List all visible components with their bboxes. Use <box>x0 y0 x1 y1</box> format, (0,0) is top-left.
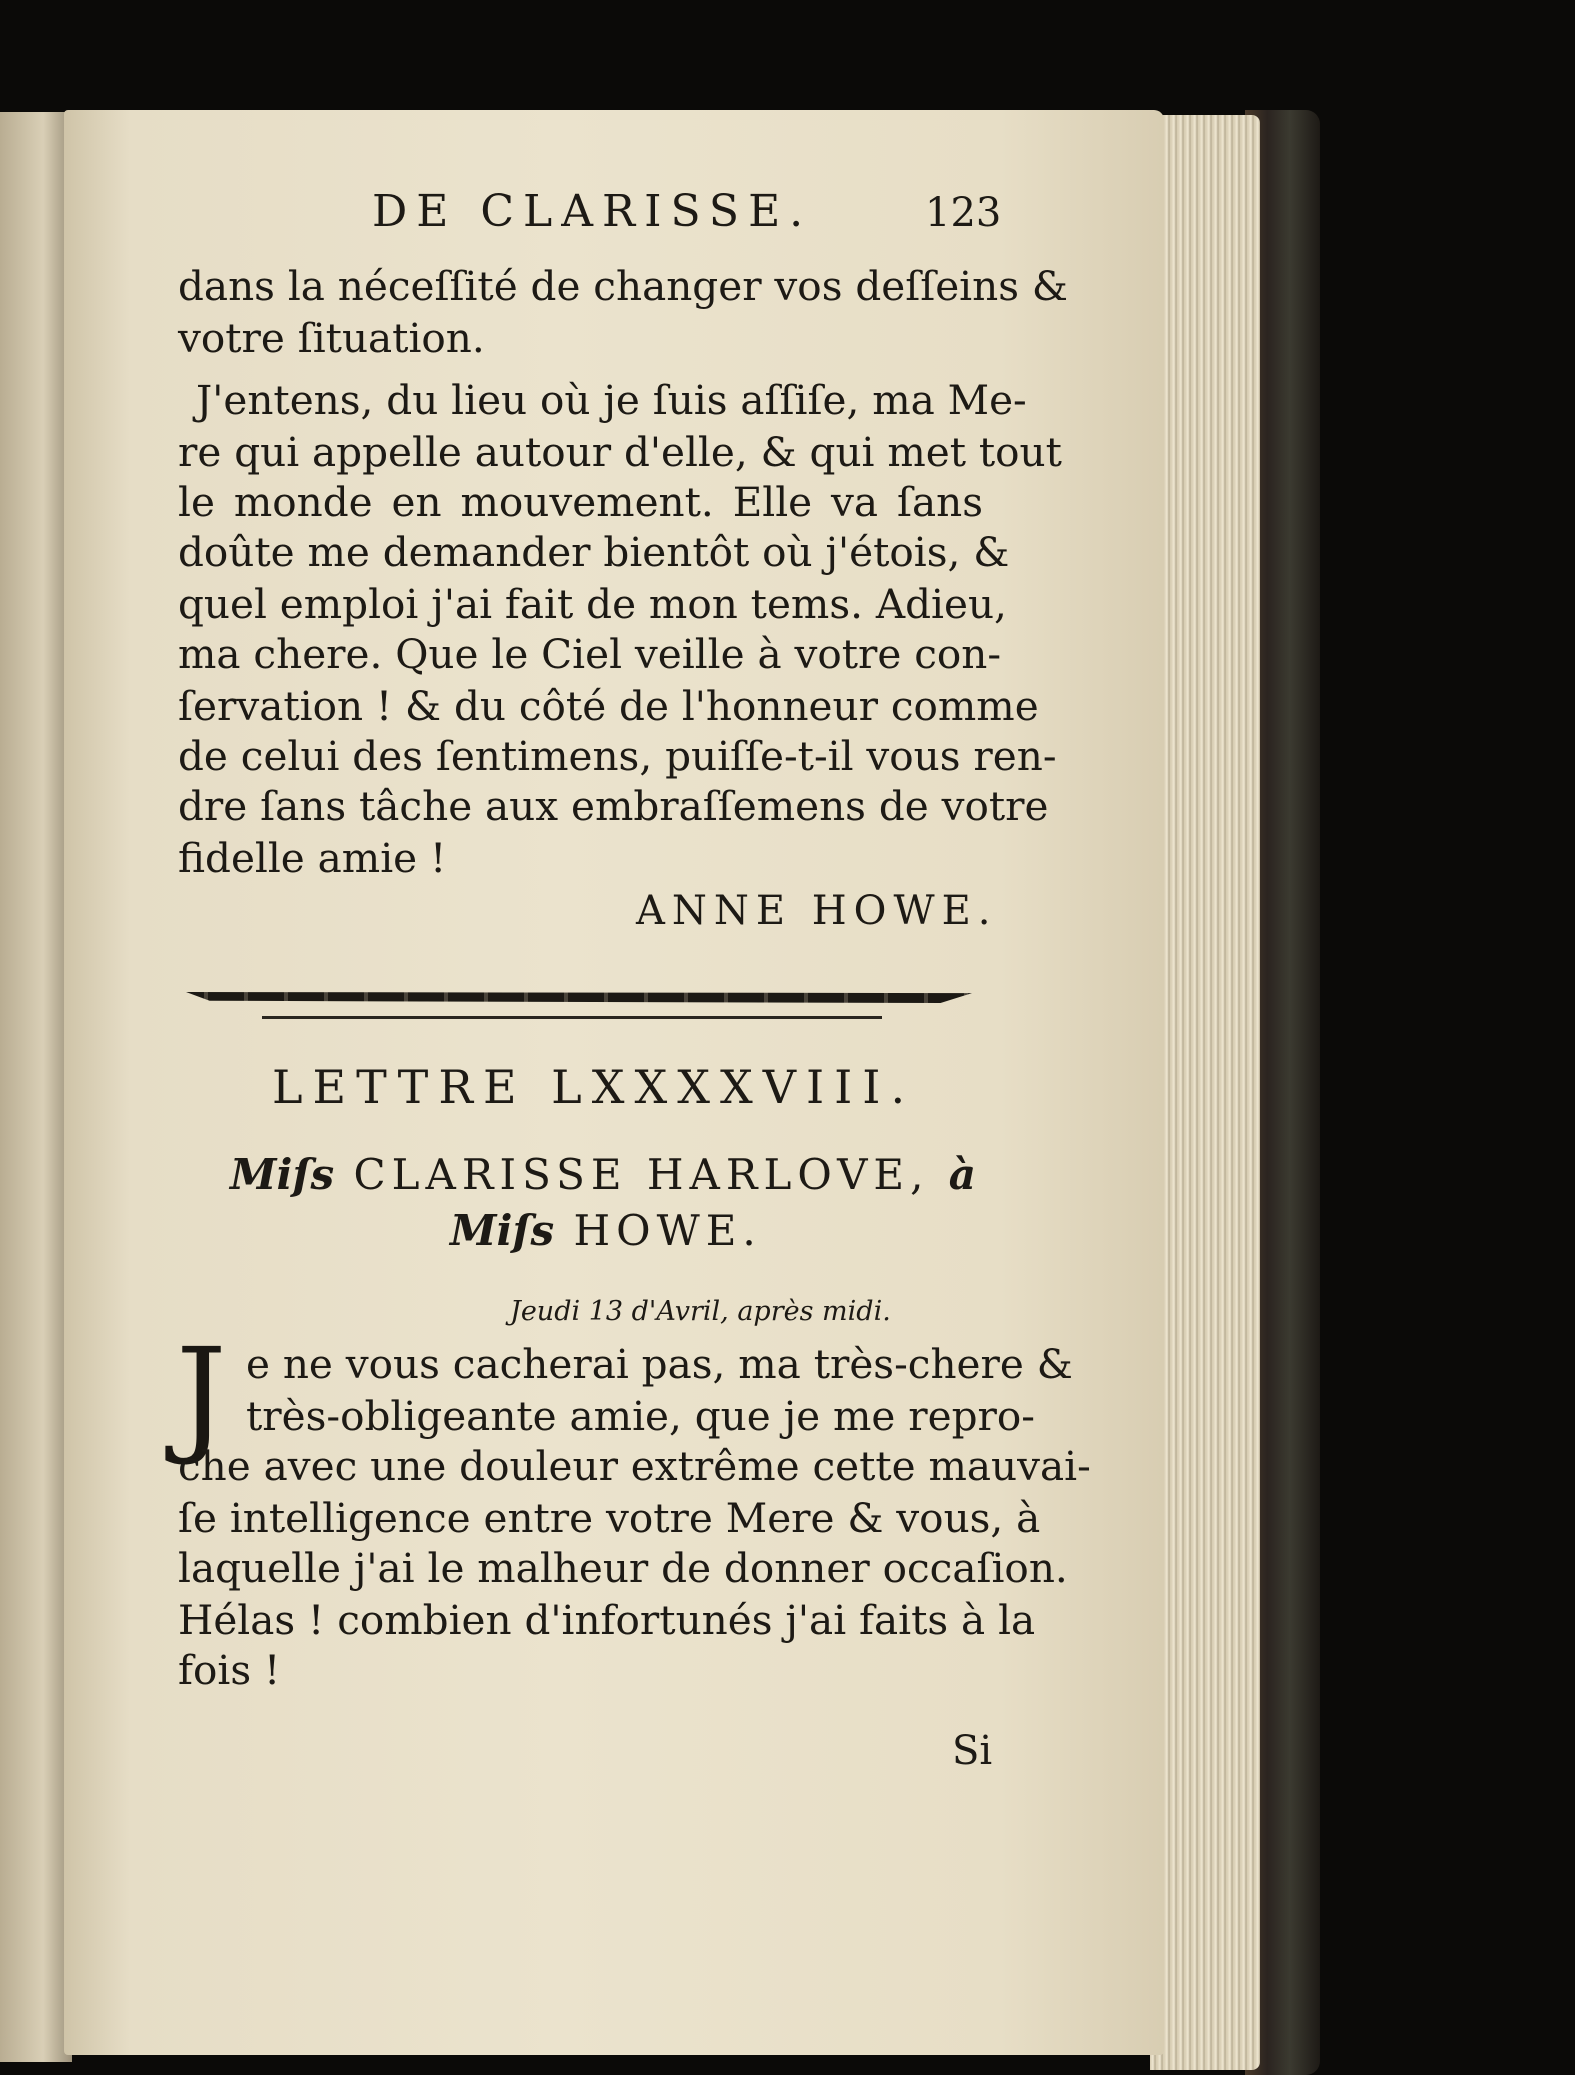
address-miss: Miſs <box>450 1206 555 1255</box>
text-line: che avec une douleur extrême cette mauvai- <box>178 1442 1091 1490</box>
text-line: fidelle amie ! <box>178 834 447 882</box>
signature: ANNE HOWE. <box>636 888 998 934</box>
address-line-1 <box>230 1150 976 1199</box>
letter-title: LETTRE LXXXXVIII. <box>272 1060 916 1114</box>
address-recipient: CLARISSE HARLOVE, <box>353 1150 930 1199</box>
text-line: ma chere. Que le Ciel veille à votre con- <box>178 630 1002 678</box>
text-line: re qui appelle autour d'elle, & qui met tout <box>178 428 1062 476</box>
running-head: DE CLARISSE. <box>372 186 813 237</box>
text-line: ſervation ! & du côté de l'honneur comme <box>178 682 1039 730</box>
text-line: quel emploi j'ai fait de mon tems. Adieu, <box>178 580 1007 628</box>
text-line: laquelle j'ai le malheur de donner occaſion. <box>178 1544 1068 1592</box>
text-line: fois ! <box>178 1646 281 1694</box>
facing-page-edge <box>0 112 72 2062</box>
text-line: ſe intelligence entre votre Mere & vous, à <box>178 1494 1041 1542</box>
divider-rule <box>262 1016 882 1019</box>
text-line: le monde en mouvement. Elle va ſans <box>178 478 983 526</box>
address-line-2 <box>450 1206 762 1255</box>
page-number: 123 <box>925 190 1002 236</box>
address-name: HOWE. <box>573 1206 762 1255</box>
text-line: votre ſituation. <box>178 314 485 362</box>
catchword: Si <box>952 1728 993 1774</box>
address-a: à <box>948 1150 977 1199</box>
dateline: Jeudi 13 d'Avril, après midi. <box>510 1296 891 1327</box>
text-line: dans la néceſſité de changer vos deſſeins & <box>178 262 1068 310</box>
text-line: Hélas ! combien d'infortunés j'ai faits à la <box>178 1596 1036 1644</box>
text-line: J'entens, du lieu où je ſuis aſſiſe, ma Me- <box>196 376 1027 424</box>
text-line: très-obligeante amie, que je me repro- <box>246 1392 1035 1440</box>
page-block-edges <box>1150 115 1260 2070</box>
text-line: doûte me demander bientôt où j'étois, & <box>178 528 1010 576</box>
text-line: de celui des ſentimens, puiſſe-t-il vous ren- <box>178 732 1057 780</box>
text-line: dre ſans tâche aux embraſſemens de votre <box>178 782 1049 830</box>
drop-cap: J <box>176 1321 227 1468</box>
address-miss: Miſs <box>230 1150 335 1199</box>
text-line: e ne vous cacherai pas, ma très-chere & <box>246 1340 1073 1388</box>
